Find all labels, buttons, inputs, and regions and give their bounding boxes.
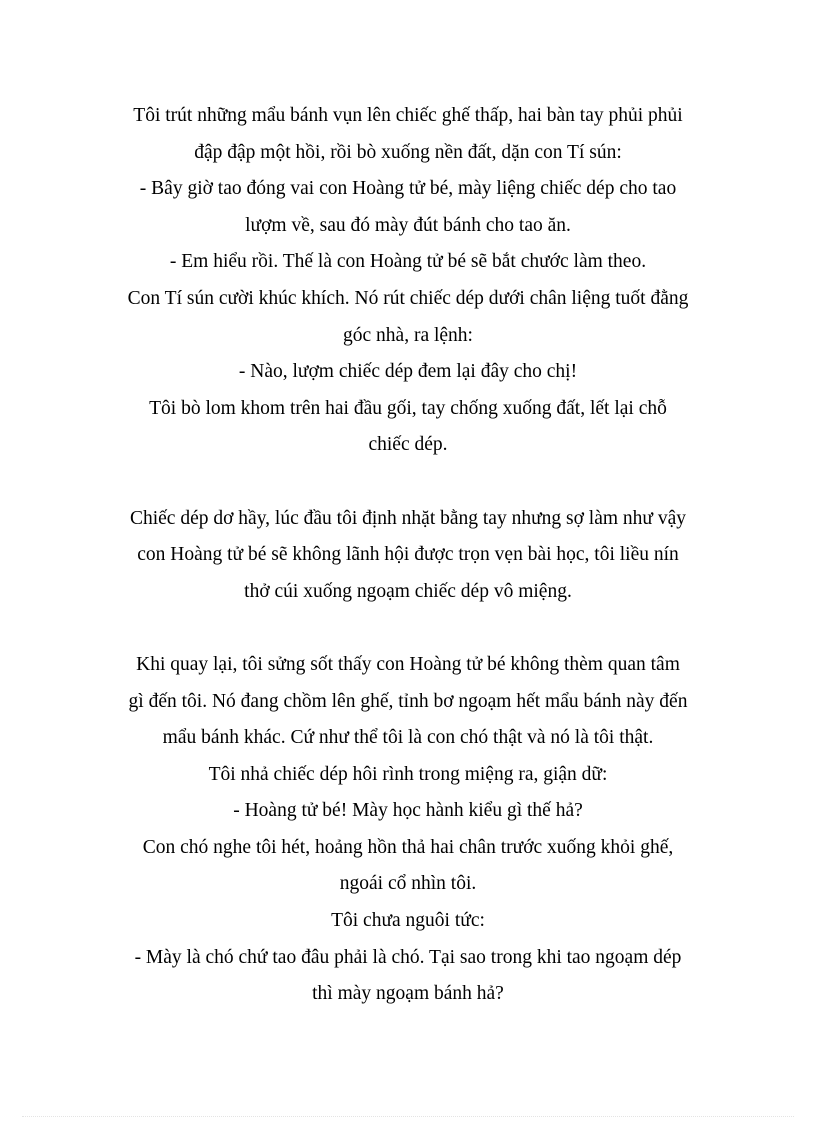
text-line: đập đập một hồi, rồi bò xuống nền đất, dặn con Tí sún: [194,141,622,163]
text-line: - Nào, lượm chiếc dép đem lại đây cho chị! [238,361,578,383]
text-line: gì đến tôi. Nó đang chồm lên ghế, tỉnh bơ ngoạm hết mẩu bánh này đến [128,690,688,712]
text-line: Con chó nghe tôi hét, hoảng hồn thả hai chân trước xuống khỏi ghế, [142,836,674,858]
text-line: - Em hiểu rồi. Thế là con Hoàng tử bé sẽ bắt chước làm theo. [169,251,647,273]
text-line: lượm về, sau đó mày đút bánh cho tao ăn. [245,214,571,236]
page-bottom-divider [22,1116,794,1117]
text-line: - Mày là chó chứ tao đâu phải là chó. Tại sao trong khi tao ngoạm dép [134,946,682,968]
text-line: Tôi bò lom khom trên hai đầu gối, tay chống xuống đất, lết lại chỗ [149,397,667,419]
text-line: thì mày ngoạm bánh hả? [312,983,504,1005]
text-line: Tôi trút những mẩu bánh vụn lên chiếc ghế thấp, hai bàn tay phủi phủi [133,105,683,126]
paragraph-gap [100,464,716,501]
text-line: Khi quay lại, tôi sửng sốt thấy con Hoàng tử bé không thèm quan tâm [136,653,680,675]
text-line: ngoái cổ nhìn tôi. [339,873,477,895]
text-line: Tôi chưa nguôi tức: [331,910,485,932]
text-line: thở cúi xuống ngoạm chiếc dép vô miệng. [244,580,572,602]
text-line: góc nhà, ra lệnh: [343,324,473,346]
text-line: Tôi nhả chiếc dép hôi rình trong miệng ra, giận dữ: [208,763,608,785]
text-line: mẩu bánh khác. Cứ như thể tôi là con chó thật và nó là tôi thật. [162,727,654,749]
text-line: con Hoàng tử bé sẽ không lãnh hội được trọn vẹn bài học, tôi liều nín [137,544,679,566]
text-line: Con Tí sún cười khúc khích. Nó rút chiếc dép dưới chân liệng tuốt đằng [127,287,689,309]
story-text [100,98,716,1013]
text-line: - Hoàng tử bé! Mày học hành kiểu gì thế hả? [233,800,583,822]
text-line: - Bây giờ tao đóng vai con Hoàng tử bé, mày liệng chiếc dép cho tao [139,178,677,200]
text-line: Chiếc dép dơ hầy, lúc đầu tôi định nhặt bằng tay nhưng sợ làm như vậy [129,507,687,529]
text-line: chiếc dép. [368,434,448,456]
paragraph-gap [100,610,716,647]
